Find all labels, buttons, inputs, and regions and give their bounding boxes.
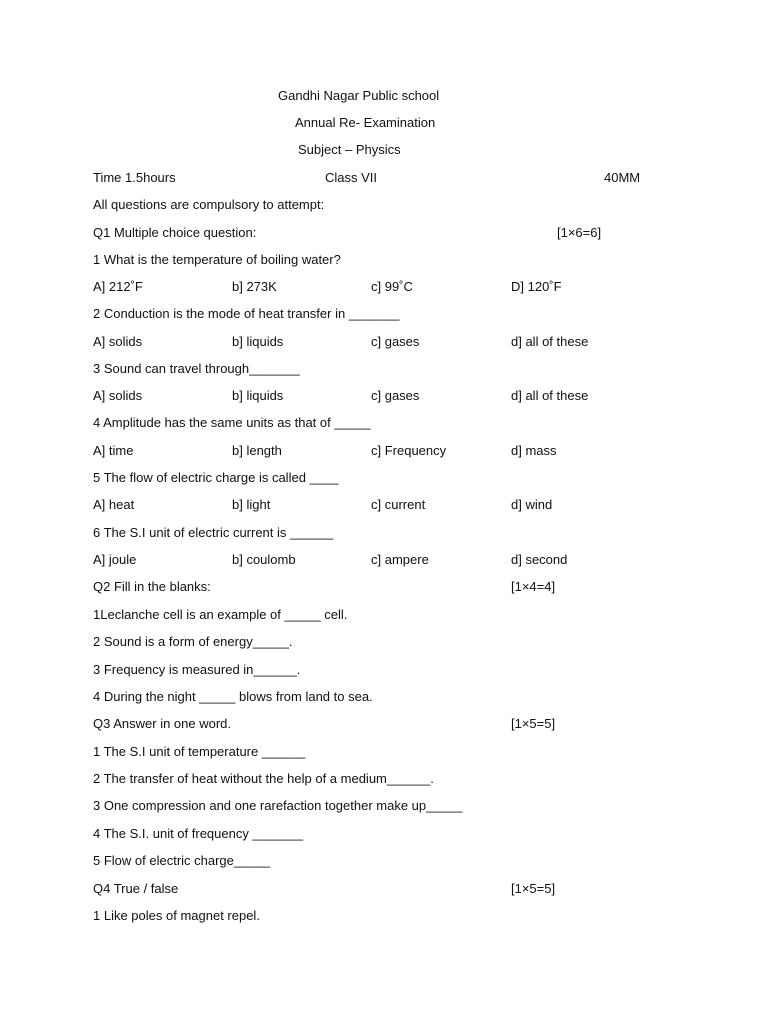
q1-question-6: 6 The S.I unit of electric current is ______ [93,525,334,540]
q1-question-2: 2 Conduction is the mode of heat transfer in _______ [93,306,400,321]
q3-marks: [1×5=5] [511,716,556,731]
q1-2-option-b: b] liquids [232,334,284,349]
q1-5-option-b: b] light [232,497,271,512]
q1-1-option-d: D] 120˚F [511,279,562,294]
q1-6-option-c: c] ampere [371,552,429,567]
q1-marks: [1×6=6] [557,225,602,240]
q2-item-1: 1Leclanche cell is an example of _____ cell. [93,607,348,622]
time-label: Time 1.5hours [93,170,176,185]
q1-3-option-d: d] all of these [511,388,589,403]
q1-question-1: 1 What is the temperature of boiling water? [93,252,341,267]
q4-title: Q4 True / false [93,881,179,896]
q2-item-3: 3 Frequency is measured in______. [93,662,301,677]
q1-3-option-a: A] solids [93,388,143,403]
q1-6-option-a: A] joule [93,552,137,567]
q1-4-option-d: d] mass [511,443,557,458]
q1-5-option-c: c] current [371,497,426,512]
q1-5-option-a: A] heat [93,497,135,512]
q1-6-option-b: b] coulomb [232,552,296,567]
q1-3-option-b: b] liquids [232,388,284,403]
q1-1-option-b: b] 273K [232,279,277,294]
q2-item-4: 4 During the night _____ blows from land to sea. [93,689,373,704]
q1-2-option-c: c] gases [371,334,420,349]
q1-4-option-a: A] time [93,443,134,458]
q1-2-option-a: A] solids [93,334,143,349]
school-name: Gandhi Nagar Public school [278,88,440,103]
q1-question-4: 4 Amplitude has the same units as that of _____ [93,415,371,430]
q1-4-option-c: c] Frequency [371,443,447,458]
q1-3-option-c: c] gases [371,388,420,403]
q3-item-5: 5 Flow of electric charge_____ [93,853,271,868]
q1-1-option-a: A] 212˚F [93,279,143,294]
q1-6-option-d: d] second [511,552,568,567]
q4-item-1: 1 Like poles of magnet repel. [93,908,260,923]
exam-title: Annual Re- Examination [295,115,436,130]
q1-2-option-d: d] all of these [511,334,589,349]
max-marks-label: 40MM [604,170,641,185]
q1-1-option-c: c] 99˚C [371,279,413,294]
q1-title: Q1 Multiple choice question: [93,225,257,240]
q2-item-2: 2 Sound is a form of energy_____. [93,634,293,649]
q1-question-5: 5 The flow of electric charge is called ____ [93,470,339,485]
q3-item-4: 4 The S.I. unit of frequency _______ [93,826,304,841]
class-label: Class VII [325,170,378,185]
subject-line: Subject – Physics [298,142,401,157]
q2-marks: [1×4=4] [511,579,556,594]
q2-title: Q2 Fill in the blanks: [93,579,211,594]
q1-5-option-d: d] wind [511,497,553,512]
q4-marks: [1×5=5] [511,881,556,896]
q1-question-3: 3 Sound can travel through_______ [93,361,300,376]
q3-title: Q3 Answer in one word. [93,716,232,731]
q3-item-3: 3 One compression and one rarefaction together make up_____ [93,798,463,813]
instruction-text: All questions are compulsory to attempt: [93,197,325,212]
q3-item-1: 1 The S.I unit of temperature ______ [93,744,306,759]
q3-item-2: 2 The transfer of heat without the help of a medium______. [93,771,434,786]
q1-4-option-b: b] length [232,443,282,458]
